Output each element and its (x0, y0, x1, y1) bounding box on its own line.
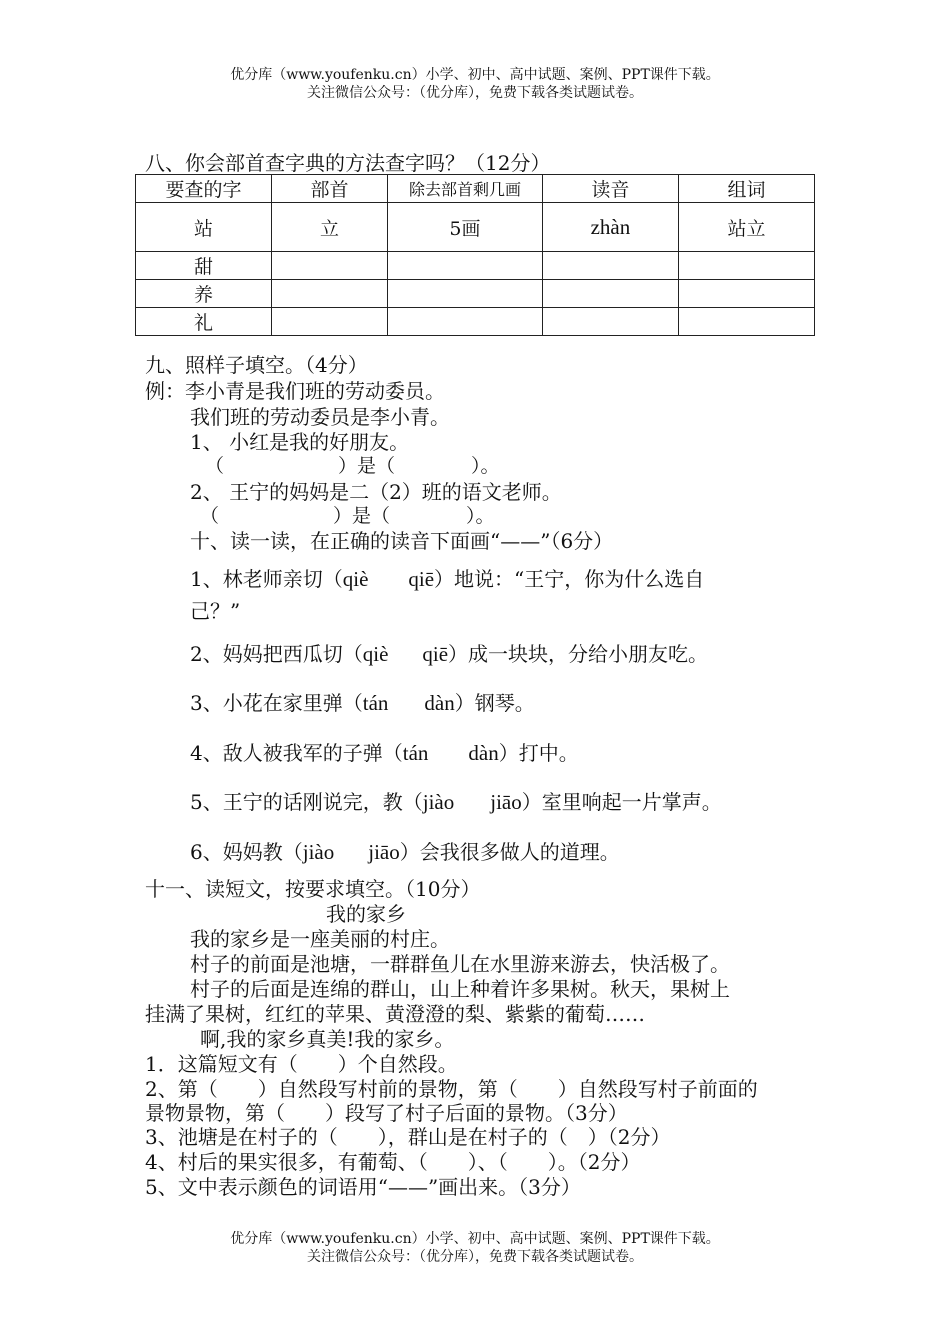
query-char: 养 (136, 280, 272, 308)
pinyin-option-a[interactable]: tán (362, 691, 389, 715)
pinyin-option-b[interactable]: jiāo (490, 790, 522, 814)
essay-paragraph-1: 我的家乡是一座美丽的村庄。 (190, 927, 450, 951)
item-text: ）地说：“王宁，你为什么选自 (434, 567, 705, 591)
blank-cell[interactable] (388, 252, 543, 280)
item-text: 2、妈妈把西瓜切（ (190, 642, 363, 666)
essay-paragraph-4: 啊,我的家乡真美!我的家乡。 (200, 1027, 455, 1051)
blank-cell[interactable] (271, 308, 387, 336)
pinyin-item-3 (190, 690, 535, 716)
section-9-blank-2[interactable]: （ ）是（ ）。 (200, 505, 495, 527)
header-cell: 部首 (271, 175, 387, 203)
example-char: 站 (136, 203, 272, 252)
query-char: 礼 (136, 308, 272, 336)
example-radical: 立 (271, 203, 387, 252)
item-text: 3、小花在家里弹（ (190, 691, 363, 715)
blank-cell[interactable] (388, 308, 543, 336)
item-text: ）钢琴。 (454, 691, 535, 715)
header-line-2: 关注微信公众号：（优分库），免费下载各类试题试卷。 (307, 85, 643, 101)
item-text: ）室里响起一片掌声。 (521, 790, 722, 814)
item-text: 5、王宁的话刚说完，教（ (190, 790, 423, 814)
pinyin-option-a[interactable]: qiè (342, 567, 369, 591)
table-row-example (136, 203, 815, 252)
pinyin-option-b[interactable]: dàn (468, 741, 499, 765)
essay-paragraph-2: 村子的前面是池塘，一群群鱼儿在水里游来游去，快活极了。 (190, 952, 730, 976)
table-row (136, 280, 815, 308)
essay-paragraph-3-cont: 挂满了果树，红红的苹果、黄澄澄的梨、紫紫的葡萄…… (145, 1002, 645, 1026)
essay-title: 我的家乡 (326, 902, 406, 926)
section-9-question-2: 2、 王宁的妈妈是二（2）班的语文老师。 (190, 480, 562, 504)
section-11-question-2-cont: 景物景物，第（ ）段写了村子后面的景物。（3分） (145, 1101, 628, 1125)
page-header (0, 66, 950, 102)
section-11-question-3: 3、池塘是在村子的（ ），群山是在村子的（ ）（2分） (145, 1125, 671, 1149)
pinyin-item-5 (190, 789, 722, 815)
section-8-title: 八、你会部首查字典的方法查字吗？（12分） (145, 151, 551, 175)
section-11-question-1: 1．这篇短文有（ ）个自然段。 (145, 1052, 458, 1076)
section-9-blank-1[interactable]: （ ）是（ ）。 (205, 455, 500, 477)
pinyin-option-a[interactable]: jiào (422, 790, 455, 814)
item-text: 6、妈妈教（ (190, 840, 303, 864)
pinyin-option-a[interactable]: qiè (362, 642, 389, 666)
pinyin-option-b[interactable]: jiāo (368, 840, 400, 864)
blank-cell[interactable] (542, 280, 678, 308)
table-row (136, 308, 815, 336)
pinyin-option-b[interactable]: dàn (424, 691, 455, 715)
blank-cell[interactable] (542, 252, 678, 280)
blank-cell[interactable] (542, 308, 678, 336)
header-line-1: 优分库（www.youfenku.cn）小学、初中、高中试题、案例、PPT课件下载。 (230, 67, 720, 83)
section-9-question-1: 1、 小红是我的好朋友。 (190, 430, 410, 454)
blank-cell[interactable] (679, 252, 815, 280)
item-text: 4、敌人被我军的子弹（ (190, 741, 403, 765)
blank-cell[interactable] (271, 252, 387, 280)
table-row (136, 252, 815, 280)
pinyin-item-6 (190, 839, 620, 865)
item-text: ）成一块块，分给小朋友吃。 (448, 642, 709, 666)
section-9-example-1: 例：李小青是我们班的劳动委员。 (145, 379, 445, 403)
pinyin-item-2 (190, 641, 708, 667)
section-9-title: 九、照样子填空。（4分） (145, 353, 368, 377)
query-char: 甜 (136, 252, 272, 280)
pinyin-option-b[interactable]: qiē (408, 567, 435, 591)
header-cell: 除去部首剩几画 (388, 175, 543, 203)
pinyin-option-b[interactable]: qiē (422, 642, 449, 666)
example-pinyin: zhàn (542, 203, 678, 252)
header-cell: 组词 (679, 175, 815, 203)
header-cell: 要查的字 (136, 175, 272, 203)
header-cell: 读音 (542, 175, 678, 203)
page-footer (0, 1230, 950, 1266)
dictionary-table (135, 174, 815, 336)
pinyin-option-a[interactable]: jiào (302, 840, 335, 864)
section-11-question-5: 5、文中表示颜色的词语用“——”画出来。（3分） (145, 1175, 581, 1199)
example-word: 站立 (679, 203, 815, 252)
section-11-title: 十一、读短文，按要求填空。（10分） (145, 877, 481, 901)
section-11-question-4: 4、村后的果实很多，有葡萄、（ ）、（ ）。（2分） (145, 1150, 641, 1174)
table-header-row (136, 175, 815, 203)
item-text: 1、林老师亲切（ (190, 567, 343, 591)
pinyin-item-1-continuation: 己？” (190, 599, 241, 623)
essay-paragraph-3: 村子的后面是连绵的群山，山上种着许多果树。秋天，果树上 (190, 977, 730, 1001)
blank-cell[interactable] (679, 308, 815, 336)
pinyin-item-1 (190, 566, 704, 592)
example-strokes: 5画 (388, 203, 543, 252)
item-text: ）会我很多做人的道理。 (399, 840, 620, 864)
pinyin-item-4 (190, 740, 579, 766)
footer-line-2: 关注微信公众号：（优分库），免费下载各类试题试卷。 (307, 1249, 643, 1265)
item-text: ）打中。 (498, 741, 579, 765)
blank-cell[interactable] (679, 280, 815, 308)
blank-cell[interactable] (388, 280, 543, 308)
pinyin-option-a[interactable]: tán (402, 741, 429, 765)
blank-cell[interactable] (271, 280, 387, 308)
section-11-question-2: 2、第（ ）自然段写村前的景物，第（ ）自然段写村子前面的 (145, 1077, 758, 1101)
section-10-title: 十、读一读，在正确的读音下面画“——”（6分） (190, 529, 614, 553)
section-9-example-2: 我们班的劳动委员是李小青。 (190, 405, 450, 429)
footer-line-1: 优分库（www.youfenku.cn）小学、初中、高中试题、案例、PPT课件下载。 (230, 1231, 720, 1247)
